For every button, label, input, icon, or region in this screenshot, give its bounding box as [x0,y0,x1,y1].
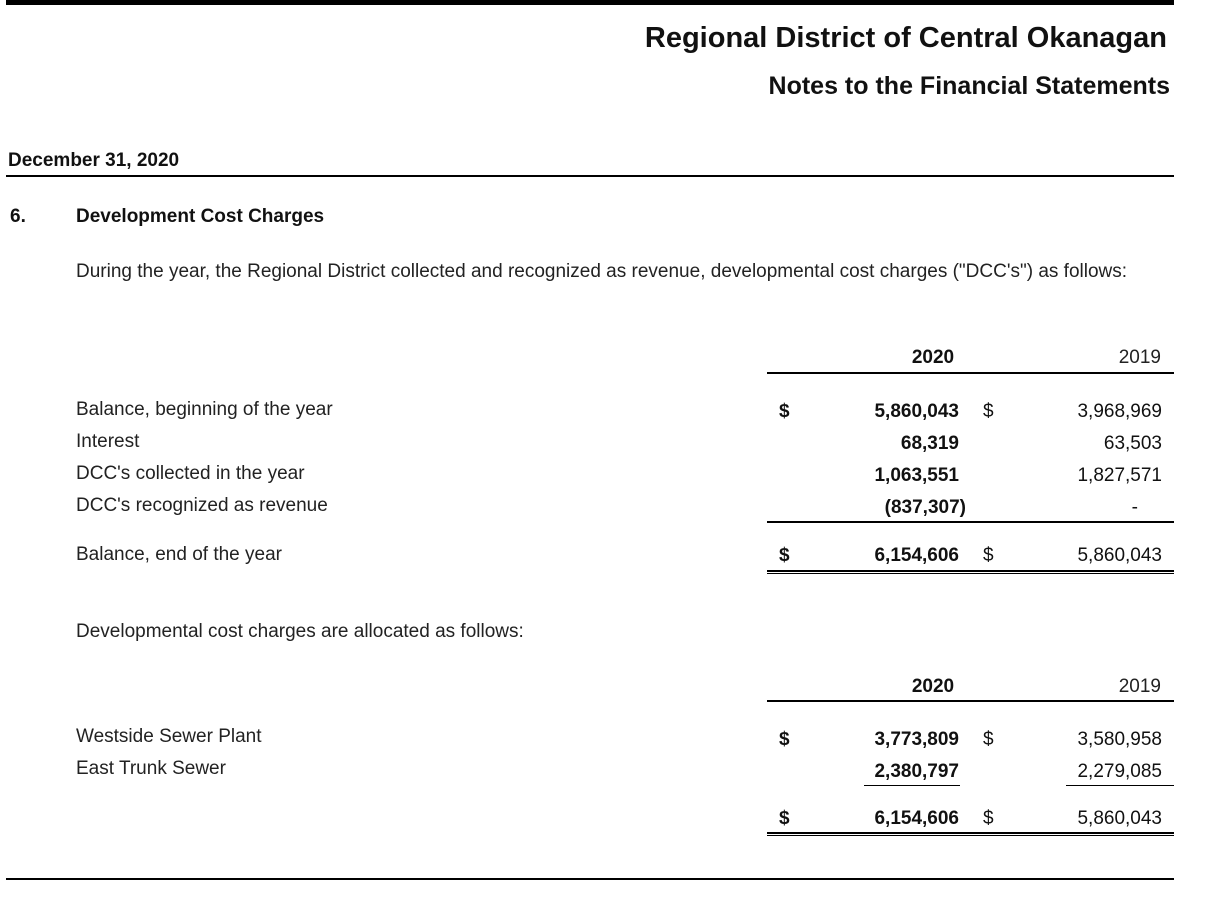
subtotal-rule [767,521,1174,523]
subtotal-underline-2020 [864,785,960,786]
total-2020: 6,154,606 [874,808,959,829]
total-2020: 6,154,606 [874,545,959,566]
total-label: Balance, end of the year [76,544,282,565]
column-header-2019: 2019 [1118,347,1161,368]
organization-title: Regional District of Central Okanagan [644,22,1167,54]
total-2019: 5,860,043 [1077,808,1162,829]
currency-symbol: $ [779,729,790,750]
total-double-rule-top [767,832,1174,834]
column-header-2020: 2020 [911,347,955,368]
value-2020: 5,860,043 [874,401,959,422]
value-2020: 2,380,797 [874,761,959,782]
currency-symbol: $ [779,545,790,566]
note-number: 6. [10,206,26,227]
row-label: Westside Sewer Plant [76,726,262,747]
row-label: DCC's recognized as revenue [76,495,328,516]
header-rule [767,372,1174,374]
row-label: DCC's collected in the year [76,463,305,484]
top-rule [6,0,1174,5]
row-label: East Trunk Sewer [76,758,226,779]
total-double-rule-bottom [767,835,1174,836]
footer-rule [6,878,1174,880]
value-2020: 1,063,551 [874,465,959,486]
value-2019: 1,827,571 [1077,465,1162,486]
total-double-rule-top [767,570,1174,572]
currency-symbol: $ [983,808,994,829]
column-header-2020: 2020 [911,676,955,697]
note-intro: During the year, the Regional District collected and recognized as revenue, developmental cost charges ("DCC's") as follows: [76,261,1128,282]
document-title: Notes to the Financial Statements [768,72,1170,100]
total-double-rule-bottom [767,573,1174,574]
row-label: Balance, beginning of the year [76,399,333,420]
total-2019: 5,860,043 [1077,545,1162,566]
date-rule [6,175,1174,177]
value-2019: 3,580,958 [1077,729,1162,750]
currency-symbol: $ [779,401,790,422]
currency-symbol: $ [983,729,994,750]
column-header-2019: 2019 [1118,676,1161,697]
value-2020: 3,773,809 [874,729,959,750]
allocation-intro: Developmental cost charges are allocated as follows: [76,621,524,642]
value-2019: 63,503 [1103,433,1162,454]
note-title: Development Cost Charges [76,206,325,227]
subtotal-underline-2019 [1066,785,1174,786]
value-2020: (837,307) [884,497,966,518]
currency-symbol: $ [983,545,994,566]
value-2020: 68,319 [900,433,959,454]
value-2019: 3,968,969 [1077,401,1162,422]
row-label: Interest [76,431,140,452]
header-rule [767,700,1174,702]
value-2019: 2,279,085 [1077,761,1162,782]
currency-symbol: $ [779,808,790,829]
statement-date: December 31, 2020 [8,150,180,171]
value-2019: - [1131,497,1138,518]
currency-symbol: $ [983,401,994,422]
